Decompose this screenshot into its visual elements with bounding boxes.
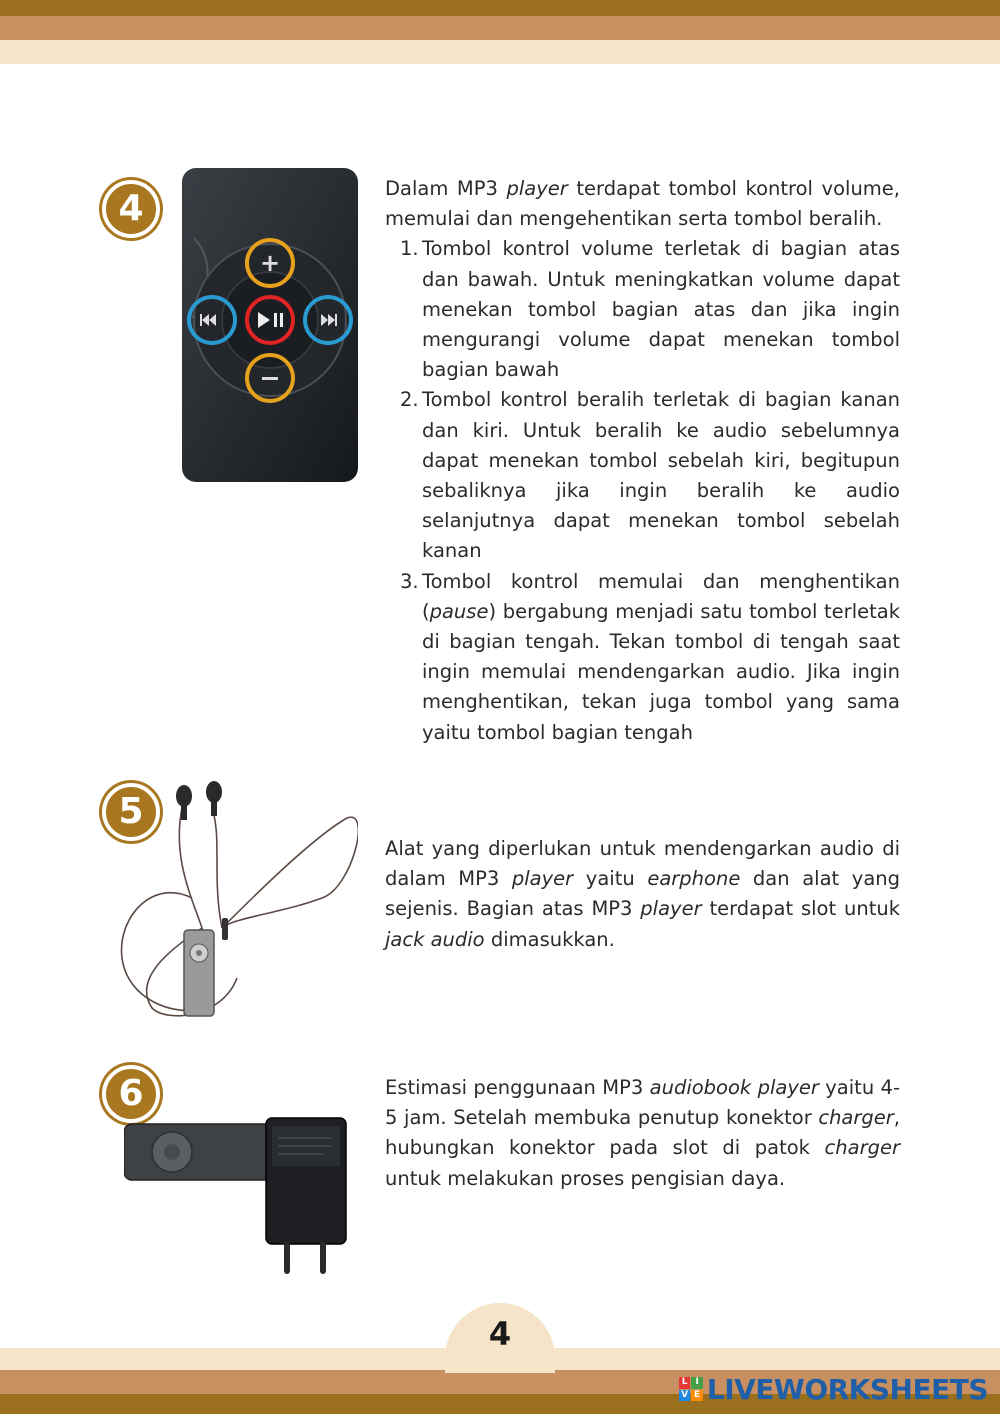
- section-4-intro: Dalam MP3 player terdapat tombol kontrol volume, memulai dan mengehentikan serta tombol beralih.: [385, 177, 900, 231]
- section-6-text: Estimasi penggunaan MP3 audiobook player yaitu 4-5 jam. Setelah membuka penutup konektor charger, hubungkan konektor pada slot di patok charger untuk melakukan proses pengisian daya.: [385, 1076, 900, 1190]
- list-item: 1. Tombol kontrol volume terletak di bagian atas dan bawah. Untuk meningkatkan volume dapat menekan tombol bagian atas dan jika ingin mengurangi volume dapat menekan tombol bagian bawah: [400, 237, 900, 382]
- brand-name: LIVEWORKSHEETS: [706, 1372, 988, 1406]
- header-band-light: [0, 40, 1000, 64]
- section-badge-5: 5: [102, 783, 160, 841]
- instruction-list: [385, 234, 900, 747]
- section-badge-4: 4: [102, 180, 160, 238]
- header-band-dark: [0, 0, 1000, 16]
- svg-text:+: +: [259, 249, 281, 277]
- list-item: 3. Tombol kontrol memulai dan menghentikan (pause) bergabung menjadi satu tombol terletak di bagian tengah. Tekan tombol di tengah saat ingin memulai mendengarkan audio. Jika ingin menghentikan, tekan juga tombol yang sama yaitu tombol bagian tengah: [400, 569, 900, 744]
- section-5-text: Alat yang diperlukan untuk mendengarkan audio di dalam MP3 player yaitu earphone dan alat yang sejenis. Bagian atas MP3 player terdapat slot untuk jack audio dimasukkan.: [385, 837, 901, 951]
- page-number: 4: [488, 1315, 512, 1353]
- section-badge-6: 6: [102, 1065, 160, 1123]
- charger-photo: [124, 1116, 350, 1276]
- earphone-photo: [112, 778, 358, 1024]
- section-4-text: [385, 174, 900, 748]
- liveworksheets-brand: [679, 1372, 988, 1406]
- mp3-player-controls-photo: [182, 168, 358, 482]
- list-item: 2. Tombol kontrol beralih terletak di bagian kanan dan kiri. Untuk beralih ke audio sebelumnya dapat menekan tombol sebelah kiri, begitupun sebaliknya jika ingin beralih ke audio selanjutnya dapat menekan tombol sebelah kanan: [400, 388, 900, 563]
- liveworksheets-logo-icon: L I V E: [679, 1377, 703, 1401]
- header-band-mid: [0, 16, 1000, 40]
